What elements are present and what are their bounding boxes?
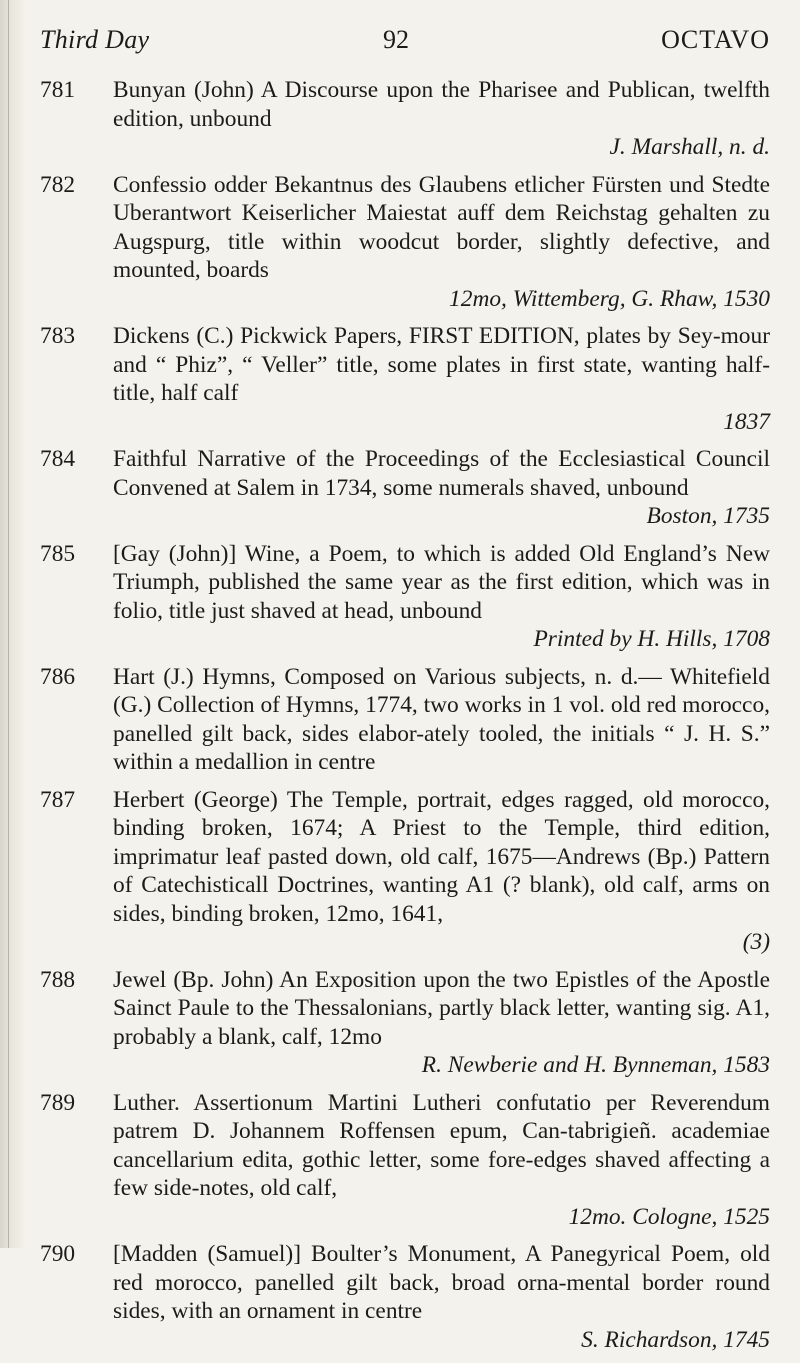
- page-gutter-edge: [8, 0, 9, 1248]
- lot-description: [Madden (Samuel)] Boulter’s Monument, A Panegyrical Poem, old red morocco, panelled gilt back, broad orna-mental border round sides, with an ornament in centre: [113, 1241, 770, 1324]
- lot-description: Faithful Narrative of the Proceedings of the Ecclesiastical Council Convened at Salem in 1734, some numerals shaved, unbound: [113, 446, 770, 501]
- lot-entry: [40, 76, 770, 162]
- lot-imprint: R. Newberie and H. Bynneman, 1583: [421, 1052, 770, 1078]
- lot-number: 788: [40, 966, 76, 993]
- running-head: [40, 0, 770, 60]
- lot-entry: [40, 663, 770, 777]
- catalogue-page: [40, 0, 770, 1353]
- lot-imprint: J. Marshall, n. d.: [609, 134, 770, 160]
- lot-description: Hart (J.) Hymns, Composed on Various subjects, n. d.— Whitefield (G.) Collection of Hymns, 1774, two works in 1 vol. old red morocco, panelled gilt back, sides elabor-ately tooled, the initials “ J. H. S.” within a medallion in centre: [113, 663, 770, 775]
- lot-entry: [40, 445, 770, 531]
- format-label: OCTAVO: [661, 25, 770, 54]
- lot-number: 781: [40, 77, 76, 103]
- lot-description: Confessio odder Bekantnus des Glaubens etlicher Fürsten und Stedte Uberantwort Keiserlicher Maiestat auff dem Reichstag gehalten zu Augspurg, title within woodcut border, slightly defective, and mounted, boards: [113, 171, 770, 283]
- lot-number: 783: [40, 323, 76, 349]
- lot-imprint: 12mo. Cologne, 1525: [568, 1203, 770, 1230]
- lot-entry: [40, 1240, 770, 1354]
- lot-imprint: Boston, 1735: [646, 503, 770, 529]
- lot-imprint: 12mo, Wittemberg, G. Rhaw, 1530: [449, 285, 770, 312]
- lot-number: 784: [40, 446, 76, 472]
- lot-entry: [40, 1089, 770, 1232]
- section-title: Third Day: [40, 25, 150, 54]
- lot-description: Herbert (George) The Temple, portrait, edges ragged, old morocco, binding broken, 1674; A Priest to the Temple, third edition, imprimatur leaf pasted down, old calf, 1675—Andrews (Bp.) Pattern of Catechisticall Doctrines, wanting A1 (? blank), old calf, arms on sides, binding broken, 12mo, 1641,: [113, 786, 770, 927]
- lot-entry: [40, 171, 770, 314]
- lot-description: Dickens (C.) Pickwick Papers, FIRST EDITION, plates by Sey-mour and “ Phiz”, “ Veller” title, some plates in first state, wanting half-title, half calf: [113, 323, 770, 406]
- lot-imprint: (3): [742, 929, 770, 955]
- lot-entry: [40, 540, 770, 654]
- lot-entry: [40, 966, 770, 1080]
- lot-description: [Gay (John)] Wine, a Poem, to which is added Old England’s New Triumph, published the same year as the first edition, which was in folio, title just shaved at head, unbound: [113, 540, 770, 624]
- lot-list: [40, 76, 770, 1363]
- lot-entry: [40, 322, 770, 436]
- lot-number: 785: [40, 540, 76, 567]
- lot-imprint: S. Richardson, 1745: [581, 1326, 770, 1353]
- lot-entry: [40, 786, 770, 957]
- lot-number: 786: [40, 663, 76, 690]
- lot-imprint: Printed by H. Hills, 1708: [533, 626, 770, 652]
- lot-number: 782: [40, 171, 76, 198]
- lot-number: 790: [40, 1241, 76, 1267]
- lot-description: Jewel (Bp. John) An Exposition upon the two Epistles of the Apostle Sainct Paule to the Thessalonians, partly black letter, wanting sig. A1, probably a blank, calf, 12mo: [113, 966, 770, 1050]
- lot-number: 789: [40, 1089, 76, 1116]
- lot-description: Bunyan (John) A Discourse upon the Pharisee and Publican, twelfth edition, unbound: [113, 77, 770, 132]
- lot-imprint: 1837: [723, 408, 770, 435]
- lot-description: Luther. Assertionum Martini Lutheri confutatio per Reverendum patrem D. Johannem Roffensen epum, Can-tabrigieñ. academiae cancellarium edita, gothic letter, some fore-edges shaved affecting a few side-notes, old calf,: [113, 1089, 770, 1201]
- page-gutter-shadow: [0, 0, 26, 1248]
- page-number: 92: [383, 25, 409, 54]
- lot-number: 787: [40, 786, 76, 813]
